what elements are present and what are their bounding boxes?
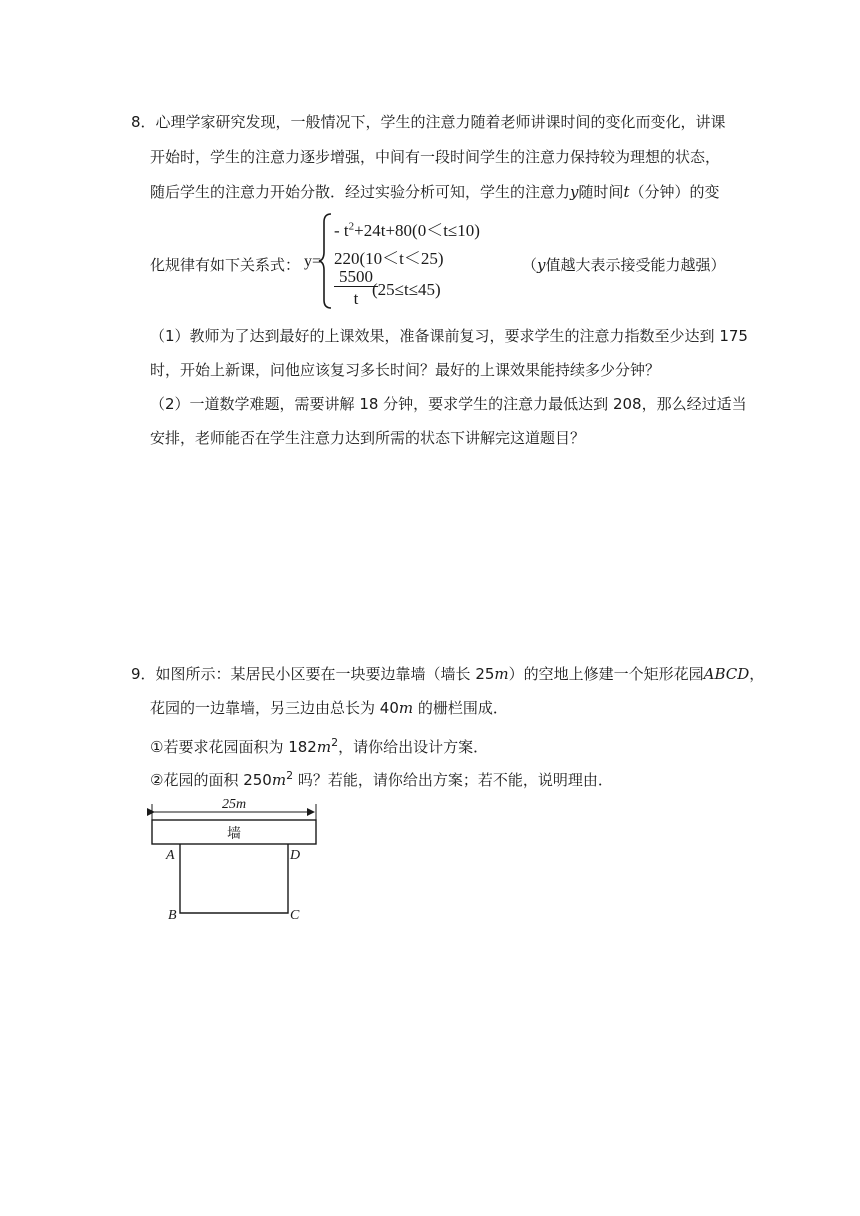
- garden-figure: [140, 792, 330, 927]
- case-2: 220(10＜t＜25): [334, 249, 444, 268]
- y-equals: y=: [304, 253, 322, 270]
- q8-part1-line2: 时，开始上新课，问他应该复习多长时间？最好的上课效果能持续多少分钟？: [150, 361, 661, 379]
- q8-line1: 8．心理学家研究发现，一般情况下，学生的注意力随着老师讲课时间的变化而变化，讲课: [131, 113, 726, 131]
- wall-label: 墙: [227, 826, 241, 842]
- q9-line2: 花园的一边靠墙，另三边由总长为 40m 的栅栏围成．: [150, 699, 508, 717]
- vertex-b: B: [168, 908, 177, 923]
- garden-fence: [180, 844, 288, 913]
- case-1: - $t^2+24t+80(0<t\le 10)$: [334, 220, 480, 240]
- q8-note: （y值越大表示接受能力越强）: [522, 256, 726, 274]
- case-3-condition: (25≤t≤45): [372, 280, 441, 299]
- q9-line4: ②花园的面积 $250m^2$ 吗？若能，请你给出方案；若不能，说明理由．: [150, 769, 613, 789]
- vertex-a: A: [166, 848, 175, 863]
- q9-line1: 9．如图所示：某居民小区要在一块要边靠墙（墙长 25m）的空地上修建一个矩形花园ABCD，: [131, 665, 765, 683]
- vertex-d: D: [290, 848, 301, 863]
- vertex-c: C: [290, 908, 300, 923]
- wall-length-label: 25m: [221, 797, 247, 812]
- q8-part2-line1: （2）一道数学难题，需要讲解 18 分钟，要求学生的注意力最低达到 208，那么经过适当: [150, 395, 747, 413]
- case-3-numerator: 5500: [334, 268, 378, 287]
- q9-line3: ①若要求花园面积为 $182m^2$，请你给出设计方案．: [150, 736, 489, 756]
- q8-line3: 随后学生的注意力开始分散．经过实验分析可知，学生的注意力y随时间t（分钟）的变: [150, 183, 720, 201]
- q8-line2: 开始时，学生的注意力逐步增强，中间有一段时间学生的注意力保持较为理想的状态，: [150, 148, 721, 166]
- q8-line4: 化规律有如下关系式：: [150, 256, 301, 274]
- case-3-denominator: t: [353, 289, 359, 308]
- q8-part1-line1: （1）教师为了达到最好的上课效果，准备课前复习，要求学生的注意力指数至少达到 175: [150, 327, 748, 345]
- q8-part2-line2: 安排，老师能否在学生注意力达到所需的状态下讲解完这道题目？: [150, 429, 586, 447]
- piecewise-brace: [318, 212, 334, 310]
